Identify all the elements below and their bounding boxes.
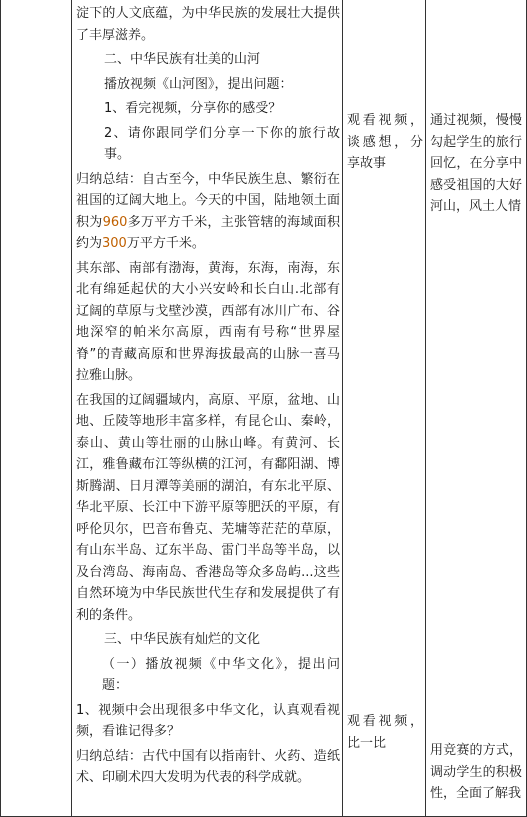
activity-text: 观看视频，比一比 (347, 714, 423, 751)
question-item: 2、请你跟同学们分享一下你的旅行故事。 (104, 125, 340, 162)
table-divider-3 (425, 0, 426, 817)
table-divider-1 (71, 0, 72, 817)
intent-text: 通过视频，慢慢勾起学生的旅行回忆，在分享中感受祖国的大好河山，风土人情 (430, 113, 522, 214)
video-prompt: 播放视频《山河图》，提出问题： (104, 76, 293, 92)
summary-text: 归纳总结：自古至今，中华民族生息、繁衍在祖国的辽阔大地上。今天的中国，陆地领土面积为 (76, 171, 340, 230)
summary-text: 万平方千米。 (126, 236, 205, 251)
design-intent-cell (430, 110, 522, 218)
summary-paragraph (76, 169, 340, 255)
summary-text: 多万平方千米，主张管辖的海域面积约为 (76, 214, 340, 251)
summary-paragraph: 归纳总结：古代中国有以指南针、火药、造纸术、印刷术四大发明为代表的科学成就。 (76, 748, 340, 785)
section-heading: 三、中华民族有灿烂的文化 (104, 632, 261, 647)
intent-text: 用竞赛的方式，调动学生的积极性，全面了解我 (430, 743, 522, 801)
geography-paragraph: 其东部、南部有渤海，黄海，东海，南海，东北有绵延起伏的大小兴安岭和长白山.北部有辽阔的草原与戈壁沙漠，西部有冰川广布、谷地深窄的帕米尔高原，西南有号称“世界屋脊”的青藏高原和世界海拔最高的山脉一喜马拉雅山脉。 (76, 260, 340, 383)
video-prompt: （一）播放视频《中华文化》，提出问题： (102, 656, 340, 693)
activity-text: 观看视频，谈感想，分享故事 (347, 113, 423, 171)
teaching-content-cell (76, 3, 340, 789)
table-divider-2 (342, 0, 343, 817)
landform-paragraph: 在我国的辽阔疆域内，高原、平原，盆地、山地、丘陵等地形丰富多样，有昆仑山、秦岭，泰山、黄山等壮丽的山脉山峰。有黄河、长江，雅鲁藏布江等纵横的江河，有鄱阳湖、博斯腾湖、日月潭等美丽的湖泊，有东北平原、华北平原、长江中下游平原等肥沃的平原，有呼伦贝尔，巴音布鲁克、芜墉等茫茫的草原，有山东半岛、辽东半岛、雷门半岛等半岛，以及台湾岛、海南岛、香港岛等众多岛屿...这些自然环境为中华民族世代生存和发展提供了有利的条件。 (76, 392, 340, 623)
table-border-left (0, 0, 1, 817)
land-area-number: 960 (102, 214, 128, 230)
sea-area-number: 300 (102, 236, 127, 251)
design-intent-cell (430, 740, 522, 805)
student-activity-cell (347, 711, 423, 754)
section-heading: 二、中华民族有壮美的山河 (104, 52, 261, 67)
student-activity-cell (347, 110, 423, 175)
question-item: 1、视频中会出现很多中华文化，认真观看视频，看谁记得多？ (76, 702, 340, 739)
question-item: 1、看完视频，分享你的感受？ (104, 101, 282, 116)
content-line: 淀下的人文底蕴，为中华民族的发展壮大提供了丰厚滋养。 (76, 6, 340, 43)
